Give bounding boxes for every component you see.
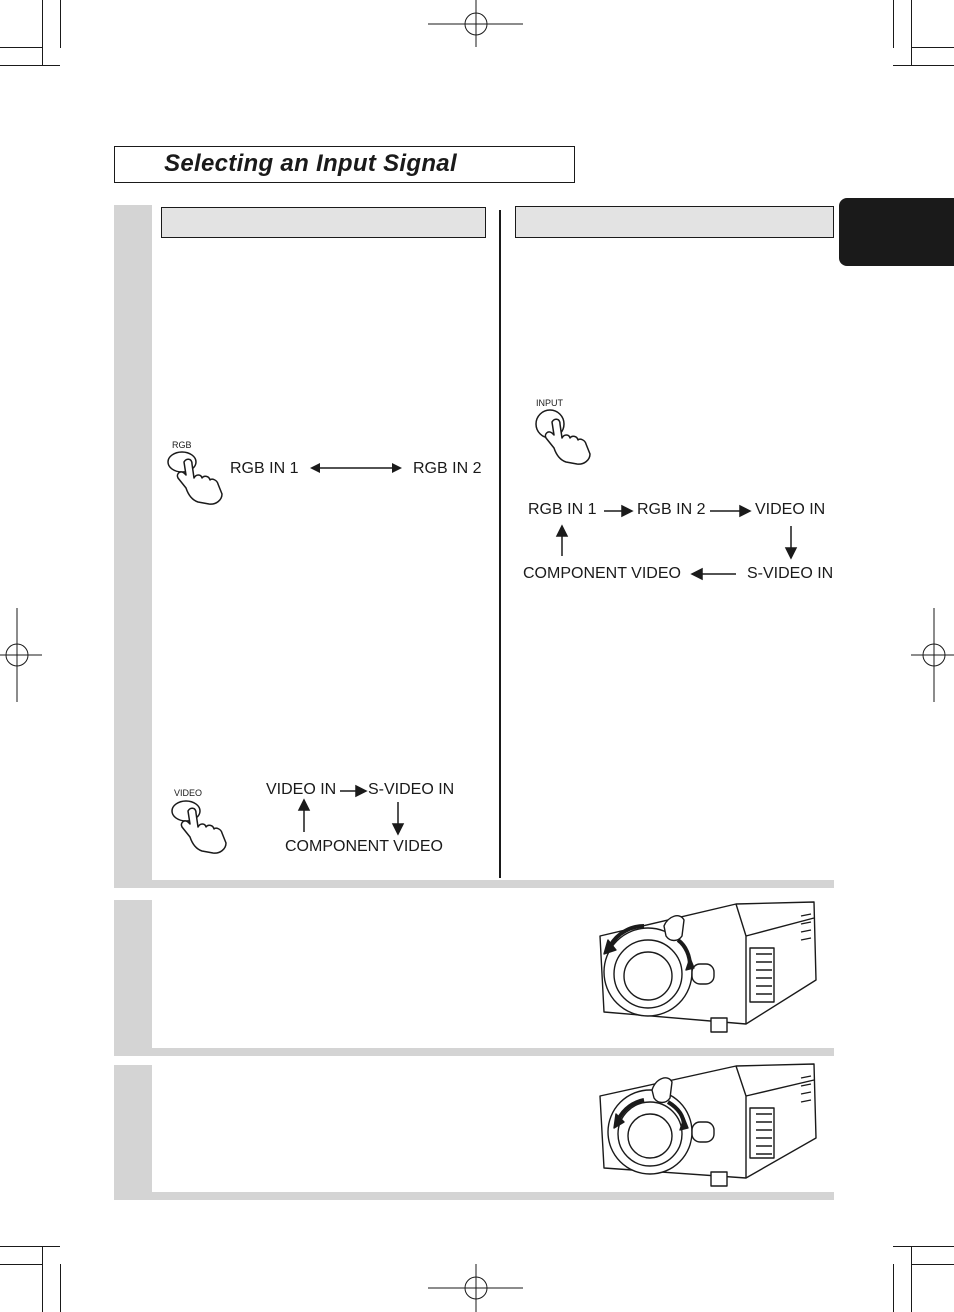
rgb-button-label: RGB	[172, 440, 192, 450]
projector-zoom-ring-icon	[596, 896, 818, 1038]
input-button-label: INPUT	[536, 398, 563, 408]
step-panel-2	[114, 900, 152, 1056]
input-s-video-in-label: S-VIDEO IN	[747, 565, 834, 582]
input-cycle-arrows	[550, 500, 810, 586]
step-panel-3-bottom	[114, 1192, 834, 1200]
input-component-video-label: COMPONENT VIDEO	[523, 565, 681, 582]
step-panel-1-bottom	[114, 880, 834, 888]
rgb-in-1-label: RGB IN 1	[230, 460, 299, 477]
cycle-arrows	[290, 780, 420, 836]
page-title: Selecting an Input Signal	[164, 150, 457, 177]
projector-focus-ring-icon	[596, 1060, 818, 1192]
control-panel-column-header	[515, 206, 834, 238]
s-video-in-label: S-VIDEO IN	[368, 781, 455, 798]
component-video-label: COMPONENT VIDEO	[285, 838, 443, 855]
input-rgb-in-1-label: RGB IN 1	[528, 501, 597, 518]
hand-pressing-button-icon	[532, 406, 594, 466]
hand-pressing-button-icon	[168, 797, 230, 857]
chapter-tab	[839, 198, 954, 266]
rgb-in-2-label: RGB IN 2	[413, 460, 482, 477]
input-rgb-in-2-label: RGB IN 2	[637, 501, 706, 518]
step-panel-3	[114, 1065, 152, 1200]
step-panel-2-bottom	[114, 1048, 834, 1056]
video-in-label: VIDEO IN	[266, 781, 337, 798]
bidirectional-arrow-icon	[310, 461, 402, 475]
hand-pressing-button-icon	[164, 448, 226, 508]
remote-column-header	[161, 207, 486, 238]
page-title-box	[114, 146, 575, 183]
step-panel-1	[114, 205, 152, 888]
column-divider	[499, 210, 501, 878]
video-button-label: VIDEO	[174, 788, 203, 798]
input-video-in-label: VIDEO IN	[755, 501, 826, 518]
